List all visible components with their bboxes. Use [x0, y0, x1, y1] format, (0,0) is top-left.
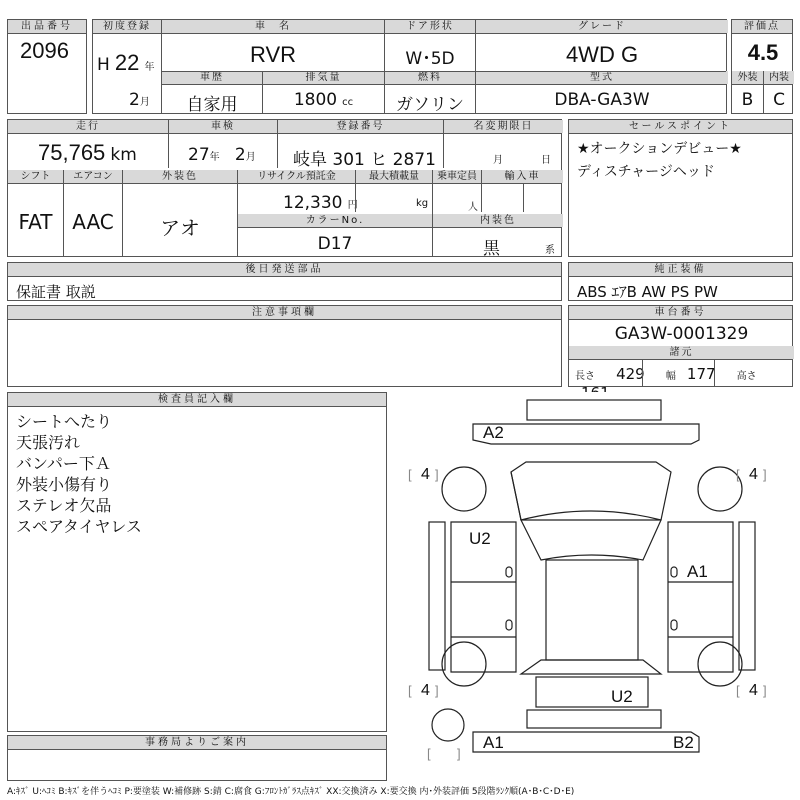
- name-change-day: 日: [541, 155, 551, 166]
- notes-box: [7, 305, 562, 387]
- first-reg: [97, 50, 154, 76]
- rear-glass: [521, 660, 661, 674]
- lot-number: 2096: [20, 38, 69, 63]
- year-unit: 年: [144, 62, 155, 73]
- name-change-label: 名変期限日: [444, 120, 563, 133]
- tire-tread-rl: 4: [421, 682, 430, 699]
- reg-month: 2月: [129, 90, 150, 110]
- equipment: ABS ｴｱB AW PS PW: [577, 283, 718, 301]
- inspector-notes: [16, 411, 142, 537]
- inspection-date: 27年 2月: [188, 145, 256, 165]
- bracket-rr-close: ]: [763, 683, 767, 698]
- reg-year: 22: [114, 50, 140, 75]
- fuel-label: 燃料: [385, 71, 475, 84]
- tire-front-left: [442, 467, 486, 511]
- inspector-label: 検査員記入欄: [8, 393, 386, 407]
- kg-unit: kg: [416, 198, 429, 209]
- sales-points-list: [577, 138, 742, 184]
- right-body: [668, 522, 733, 672]
- shipping-parts: 保証書 取説: [16, 283, 96, 301]
- office-box: [7, 735, 387, 781]
- color-no-label: カラーNo.: [238, 214, 432, 227]
- tire-tread-rr: 4: [749, 682, 758, 699]
- sales-point-line: ディスチャージヘッド: [577, 164, 715, 180]
- max-load-label: 最大積載量: [356, 170, 432, 183]
- bracket-spare-close: ]: [457, 746, 461, 761]
- person-unit: 人: [468, 202, 478, 213]
- rear-bumper-lower: [527, 710, 661, 728]
- tire-tread-fl: 4: [421, 466, 430, 483]
- mark-bottom-left: A1: [483, 733, 504, 752]
- import-label: 輸入車: [482, 170, 563, 183]
- shipping-label: 後日発送部品: [8, 263, 561, 277]
- reg-number: 岐阜 301 ヒ 2871: [293, 150, 436, 170]
- sales-point-line: ★オークションデビュー★: [577, 141, 742, 157]
- capacity-label: 乗車定員: [433, 170, 481, 183]
- chassis-number: GA3W-0001329: [614, 324, 749, 344]
- color-number: D17: [317, 234, 353, 254]
- name-change-month: 月: [493, 155, 503, 166]
- color-label: 外装色: [123, 170, 237, 183]
- era: H: [97, 55, 110, 75]
- lot-label: 出品番号: [8, 20, 86, 34]
- sales-points-box: [568, 119, 793, 257]
- inspector-line: 天張汚れ: [16, 433, 81, 452]
- fuel: ガソリン: [396, 95, 464, 115]
- inspector-line: スペアタイヤレス: [16, 517, 142, 536]
- office-label: 事務局よりご案内: [8, 736, 386, 750]
- car-name-label: 車 名: [162, 20, 384, 33]
- shift: FAT: [18, 210, 53, 234]
- bracket-rl-close: ]: [435, 683, 439, 698]
- reg-no-label: 登録番号: [278, 120, 443, 133]
- equipment-label: 純正装備: [569, 263, 792, 277]
- inspector-line: ステレオ欠品: [16, 496, 112, 515]
- left-step: [429, 522, 445, 670]
- equipment-box: [568, 262, 793, 301]
- interior-color-unit: 系: [545, 245, 555, 256]
- spare-tire: [432, 709, 464, 741]
- mileage: 75,765 km: [38, 140, 137, 165]
- shipping-box: [7, 262, 562, 301]
- grade: 4WD G: [565, 42, 639, 67]
- chassis-box: [568, 305, 793, 387]
- score-box: [731, 19, 793, 114]
- inspection-label: 車検: [169, 120, 277, 133]
- length: 429: [616, 365, 645, 383]
- tire-rear-left: [442, 642, 486, 686]
- front-bumper-top: [527, 400, 661, 420]
- tire-rear-right: [698, 642, 742, 686]
- mileage-label: 走行: [8, 120, 168, 133]
- vehicle-details-box: [7, 119, 562, 257]
- front-bumper: [473, 424, 699, 444]
- notes-label: 注意事項欄: [8, 306, 561, 320]
- windshield: [521, 511, 661, 560]
- dims-row: 長さ 429 幅 177 高さ: [575, 364, 790, 402]
- ac-label: エアコン: [64, 170, 122, 183]
- inspector-line: 外装小傷有り: [16, 475, 113, 494]
- right-step: [739, 522, 755, 670]
- mark-front: A2: [483, 423, 504, 442]
- displacement-label: 排気量: [263, 71, 384, 84]
- history: 自家用: [186, 95, 238, 115]
- door-type: W･5D: [405, 49, 455, 69]
- score-label: 評価点: [732, 20, 792, 34]
- bracket-spare-open: [: [427, 746, 431, 761]
- car-diagram: [391, 392, 793, 781]
- recycle-label: リサイクル預託金: [238, 170, 355, 183]
- inspector-line: バンパー下Ａ: [16, 454, 111, 473]
- ext-score: B: [741, 90, 754, 110]
- roof: [546, 560, 638, 660]
- interior-color-label: 内装色: [433, 214, 563, 227]
- model-label: 型式: [476, 71, 728, 84]
- dims-label: 諸元: [569, 346, 794, 359]
- main-info-box: [92, 19, 727, 114]
- recycle-fee: 12,330 円: [283, 193, 358, 213]
- model: DBA-GA3W: [554, 90, 650, 110]
- mark-left-front-door: U2: [469, 529, 491, 548]
- aircon: AAC: [72, 210, 114, 234]
- bracket-rr-open: [: [736, 683, 740, 698]
- bracket-fr-open: [: [736, 467, 740, 482]
- history-label: 車歴: [162, 71, 262, 84]
- score: 4.5: [747, 40, 779, 65]
- bracket-fl-open: [: [408, 467, 412, 482]
- bracket-rl-open: [: [408, 683, 412, 698]
- inspector-line: シートへたり: [16, 412, 113, 431]
- mark-right-rear-door: A1: [687, 562, 708, 581]
- displacement: 1800 cc: [293, 90, 354, 110]
- rear-bumper: [473, 732, 699, 752]
- shift-label: シフト: [8, 170, 63, 183]
- car-name: RVR: [249, 42, 297, 67]
- lot-box: [7, 19, 87, 114]
- legend: A:ｷｽﾞ U:ﾍｺﾐ B:ｷｽﾞを伴うﾍｺﾐ P:要塗装 W:補修跡 S:錆 C:腐食 G:ﾌﾛﾝﾄｶﾞﾗｽ点ｷｽﾞ XX:交換済み X:要交換 内･外装評価 5段階ﾗﾝｸ順(A･B･C･D･E): [7, 787, 575, 797]
- tire-tread-fr: 4: [749, 466, 758, 483]
- int-score: C: [773, 90, 785, 110]
- mark-bottom-right: B2: [673, 733, 694, 752]
- first-reg-label: 初度登録: [93, 20, 161, 33]
- sales-points-label: セールスポイント: [569, 120, 792, 134]
- car-diagram-box: [391, 392, 793, 781]
- body-color: アオ: [160, 216, 200, 240]
- width: 177: [686, 365, 716, 383]
- bracket-fl-close: ]: [435, 467, 439, 482]
- inspector-box: [7, 392, 387, 732]
- door-label: ドア形状: [385, 20, 475, 33]
- int-label: 内装: [764, 71, 794, 84]
- ext-label: 外装: [732, 71, 763, 84]
- interior-color: 黒: [483, 239, 500, 259]
- chassis-label: 車台番号: [569, 306, 792, 320]
- bracket-fr-close: ]: [763, 467, 767, 482]
- mark-rear: U2: [611, 687, 633, 706]
- grade-label: グレード: [476, 20, 728, 33]
